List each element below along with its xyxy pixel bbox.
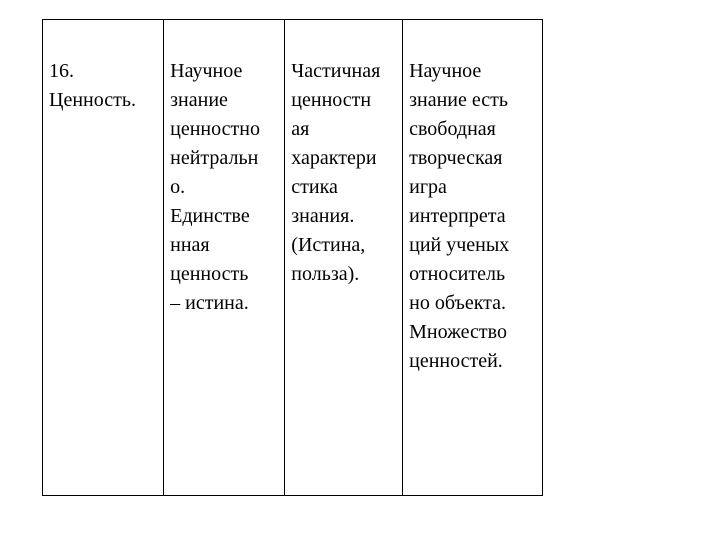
- table-cell-number-criterion: [43, 20, 164, 496]
- table-cell-postnonclassical-view: [403, 20, 543, 496]
- document-table: [42, 19, 543, 496]
- cell-text-classical: Научное знание ценностно нейтральн о. Единстве нная ценность – истина.: [170, 60, 260, 314]
- table-cell-nonclassical-view: [285, 20, 403, 496]
- cell-text-criterion: 16. Ценность.: [49, 60, 136, 111]
- cell-text-nonclassical: Частичная ценностн ая характери стика знания. (Истина, польза).: [291, 60, 381, 285]
- cell-text-postnonclassical: Научное знание есть свободная творческая игра интерпрета ций ученых относитель но объекта. Множество ценностей.: [409, 60, 510, 372]
- table-cell-classical-view: [164, 20, 285, 496]
- table-row: [43, 20, 543, 496]
